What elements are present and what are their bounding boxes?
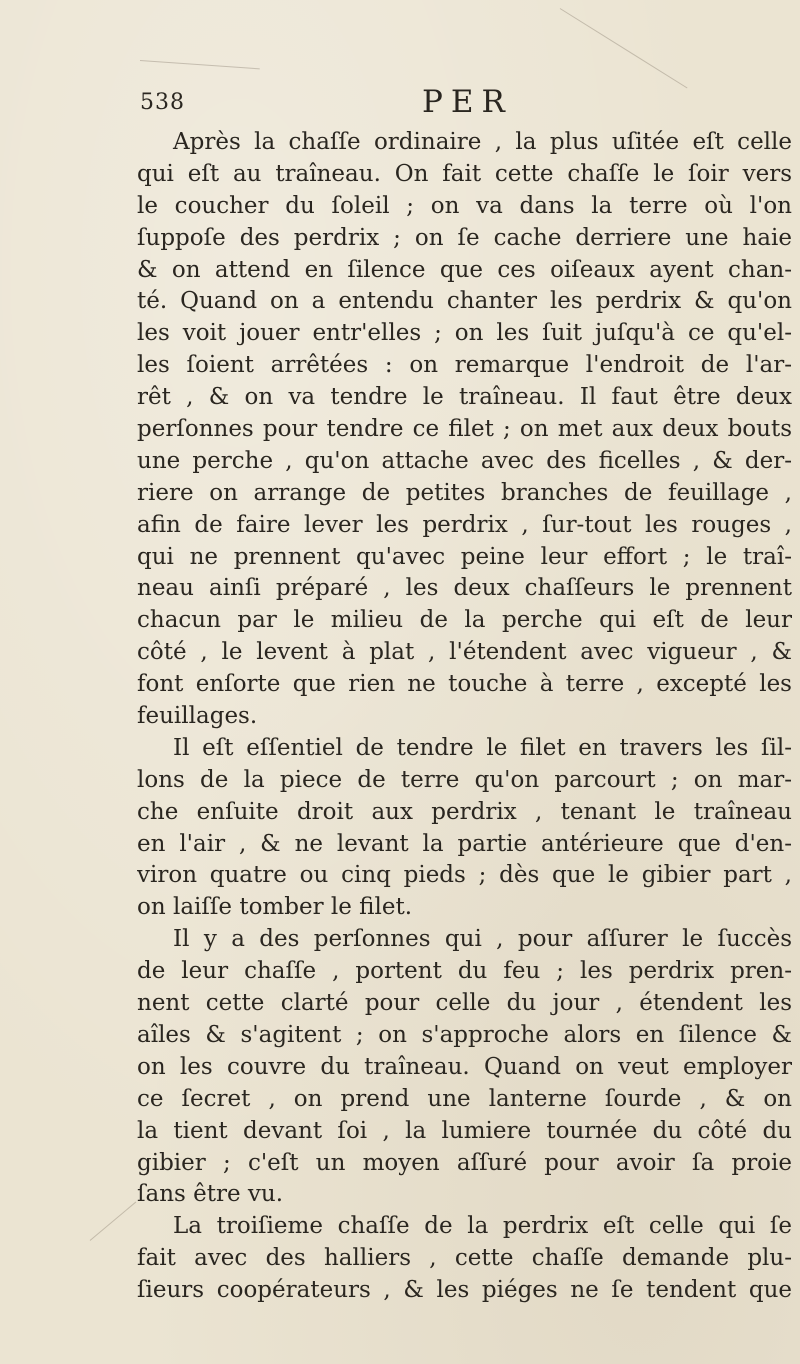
text-line: les ſoient arrêtées : on remarque l'endroit de l'ar- — [137, 352, 792, 379]
page-header — [140, 84, 780, 124]
text-line: perſonnes pour tendre ce filet ; on met aux deux bouts — [137, 416, 792, 443]
body-text — [137, 127, 792, 1307]
text-line: feuillages. — [137, 703, 258, 730]
text-line: viron quatre ou cinq pieds ; dès que le gibier part , — [137, 862, 792, 889]
page-number: 538 — [140, 90, 185, 115]
text-line: té. Quand on a entendu chanter les perdrix & qu'on — [137, 288, 792, 315]
text-line: chacun par le milieu de la perche qui eſt de leur — [137, 607, 792, 634]
text-line: on les couvre du traîneau. Quand on veut employer — [137, 1053, 792, 1080]
text-line: fait avec des halliers , cette chaſſe demande plu- — [137, 1245, 792, 1272]
text-line: les voit jouer entr'elles ; on les ſuit juſqu'à ce qu'el- — [137, 320, 792, 347]
text-line: La troiſieme chaſſe de la perdrix eſt celle qui ſe — [173, 1213, 792, 1240]
text-line: en l'air , & ne levant la partie antérieure que d'en- — [137, 830, 792, 857]
paper-crease — [560, 8, 688, 88]
text-line: riere on arrange de petites branches de feuillage , — [137, 479, 792, 506]
text-line: la tient devant ſoi , la lumiere tournée du côté du — [137, 1117, 792, 1144]
text-line: côté , le levent à plat , l'étendent avec vigueur , & — [137, 639, 792, 666]
text-line: & on attend en ſilence que ces oiſeaux ayent chan- — [137, 256, 792, 283]
text-line: rêt , & on va tendre le traîneau. Il faut être deux — [137, 384, 792, 411]
text-line: gibier ; c'eſt un moyen aſſuré pour avoir ſa proie — [137, 1149, 792, 1176]
text-line: le coucher du ſoleil ; on va dans la terre où l'on — [137, 192, 792, 219]
text-line: aîles & s'agitent ; on s'approche alors en ſilence & — [137, 1021, 792, 1048]
paper-crease — [90, 1202, 137, 1241]
text-line: ſans être vu. — [137, 1181, 284, 1208]
text-line: Après la chaſſe ordinaire , la plus uſitée eſt celle — [173, 129, 792, 155]
text-line: afin de faire lever les perdrix , ſur-tout les rouges , — [137, 511, 792, 538]
text-line: ce ſecret , on prend une lanterne ſourde , & on — [137, 1085, 792, 1112]
text-line: Il eſt eſſentiel de tendre le filet en travers les ſil- — [173, 734, 792, 761]
text-line: Il y a des perſonnes qui , pour aſſurer le ſuccès — [173, 926, 792, 953]
text-line: qui ne prennent qu'avec peine leur effort ; le traî- — [137, 543, 792, 570]
text-line: on laiſſe tomber le filet. — [137, 894, 413, 921]
text-line: ſieurs coopérateurs , & les piéges ne ſe tendent que — [137, 1277, 792, 1304]
text-line: une perche , qu'on attache avec des ficelles , & der- — [137, 447, 792, 474]
text-line: ſuppoſe des perdrix ; on ſe cache derriere une haie — [137, 224, 792, 251]
running-head: PER — [422, 84, 513, 120]
text-line: font enſorte que rien ne touche à terre , excepté les — [137, 671, 792, 698]
text-line: qui eſt au traîneau. On fait cette chaſſe le ſoir vers — [137, 160, 792, 187]
text-line: che enſuite droit aux perdrix , tenant le traîneau — [137, 798, 792, 825]
text-line: de leur chaſſe , portent du feu ; les perdrix pren- — [137, 958, 792, 985]
paper-crease — [140, 60, 260, 69]
text-line: neau ainſi préparé , les deux chaſſeurs le prennent — [137, 575, 792, 602]
text-line: lons de la piece de terre qu'on parcourt ; on mar- — [137, 766, 792, 793]
text-line: nent cette clarté pour celle du jour , étendent les — [137, 990, 792, 1017]
